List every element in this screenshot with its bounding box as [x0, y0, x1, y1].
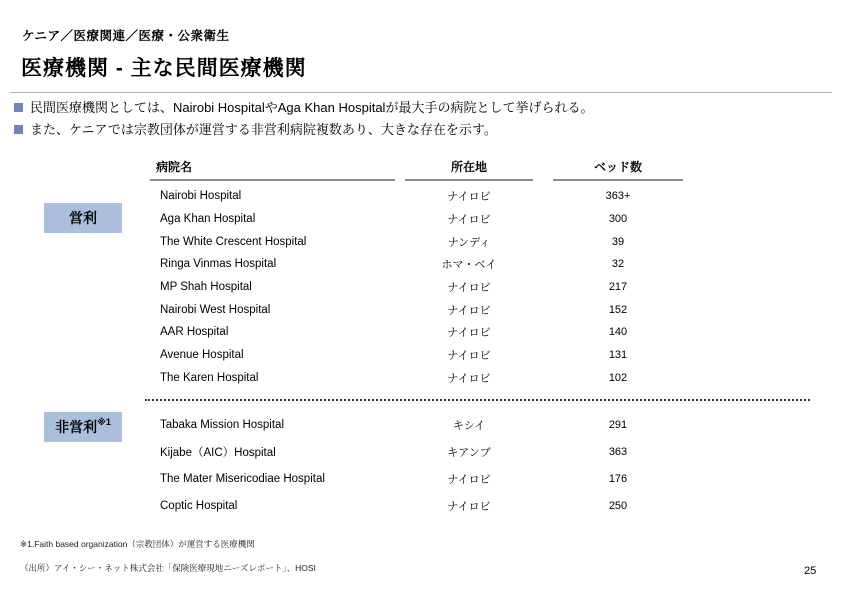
hospital-name-cell: The Mater Misericodiae Hospital [160, 472, 325, 485]
location-cell: キアンブ [447, 446, 491, 459]
table-header-row [150, 155, 683, 181]
hospital-name-cell: MP Shah Hospital [160, 281, 252, 294]
location-cell: ナイロビ [447, 214, 491, 227]
hospital-name-cell: Aga Khan Hospital [160, 213, 256, 226]
table-row [150, 208, 683, 231]
hospital-name-cell: Coptic Hospital [160, 499, 238, 512]
bullet-text: 民間医療機関としては、Nairobi HospitalやAga Khan Hospitalが最大手の病院として挙げられる。 [30, 100, 594, 115]
table-row [150, 321, 683, 344]
location-cell: ナイロビ [447, 327, 491, 340]
location-cell: ホマ・ベイ [441, 259, 497, 272]
beds-cell: 363+ [605, 190, 631, 203]
hospital-name-cell: Kijabe（AIC）Hospital [160, 446, 276, 459]
location-cell: ナイロビ [447, 304, 491, 317]
column-header-hospital-name: 病院名 [150, 155, 395, 181]
beds-cell: 152 [608, 303, 628, 316]
non-profit-label-box [44, 412, 122, 442]
non-profit-label: 非営利 [55, 419, 98, 435]
table-row [150, 492, 683, 519]
location-cell: ナイロビ [447, 191, 491, 204]
hospital-name-cell: The White Crescent Hospital [160, 235, 307, 248]
column-header-location: 所在地 [405, 155, 533, 181]
location-cell: ナイロビ [447, 500, 491, 513]
beds-cell: 291 [608, 418, 628, 431]
table-row [150, 298, 683, 321]
hospital-name-cell: Tabaka Mission Hospital [160, 418, 285, 431]
bullet-item [14, 122, 824, 137]
bullet-text: また、ケニアでは宗教団体が運営する非営利病院複数あり、大きな存在を示す。 [30, 122, 497, 137]
hospital-name-cell: Ringa Vinmas Hospital [160, 258, 277, 271]
footnote: ※1.Faith based organization（宗教団体）が運営する医療機関 [20, 539, 255, 549]
table-row [150, 253, 683, 276]
beds-cell: 217 [608, 281, 628, 294]
table-row [150, 344, 683, 367]
beds-cell: 363 [608, 445, 628, 458]
page-number: 25 [804, 565, 817, 577]
table-row [150, 230, 683, 253]
summary-bullets [14, 100, 824, 144]
for-profit-label: 営利 [69, 210, 97, 226]
table-row [150, 276, 683, 299]
hospital-name-cell: Nairobi West Hospital [160, 303, 271, 316]
table-row [150, 465, 683, 492]
beds-cell: 140 [608, 326, 628, 339]
beds-cell: 250 [608, 499, 628, 512]
hospital-name-cell: Nairobi Hospital [160, 190, 242, 203]
beds-cell: 39 [611, 235, 625, 248]
page-title: 医療機関 - 主な民間医療機関 [21, 57, 307, 80]
non-profit-rows [150, 411, 683, 519]
beds-cell: 176 [608, 472, 628, 485]
title-divider [10, 92, 832, 93]
beds-cell: 131 [608, 349, 628, 362]
beds-cell: 102 [608, 371, 628, 384]
table-row [150, 185, 683, 208]
location-cell: ナンディ [447, 236, 491, 249]
beds-cell: 300 [608, 213, 628, 226]
breadcrumb: ケニア／医療関連／医療・公衆衛生 [22, 29, 230, 43]
table-row [150, 367, 683, 390]
source-note: （出所）アイ・シー・ネット株式会社「保険医療現地ニーズレポート」、HOSI [20, 563, 316, 573]
location-cell: ナイロビ [447, 473, 491, 486]
bullet-item [14, 100, 824, 115]
table-row [150, 438, 683, 465]
hospital-name-cell: The Karen Hospital [160, 371, 259, 384]
section-divider [145, 399, 810, 401]
location-cell: ナイロビ [447, 372, 491, 385]
location-cell: キシイ [452, 419, 486, 432]
hospital-name-cell: Avenue Hospital [160, 349, 244, 362]
for-profit-rows [150, 185, 683, 389]
bullet-square-icon [14, 125, 23, 134]
table-row [150, 411, 683, 438]
non-profit-footnote-ref: ※1 [97, 416, 111, 427]
for-profit-label-box [44, 203, 122, 233]
hospital-name-cell: AAR Hospital [160, 326, 229, 339]
location-cell: ナイロビ [447, 350, 491, 363]
location-cell: ナイロビ [447, 282, 491, 295]
bullet-square-icon [14, 103, 23, 112]
column-header-beds: ベッド数 [553, 155, 683, 181]
beds-cell: 32 [611, 258, 625, 271]
